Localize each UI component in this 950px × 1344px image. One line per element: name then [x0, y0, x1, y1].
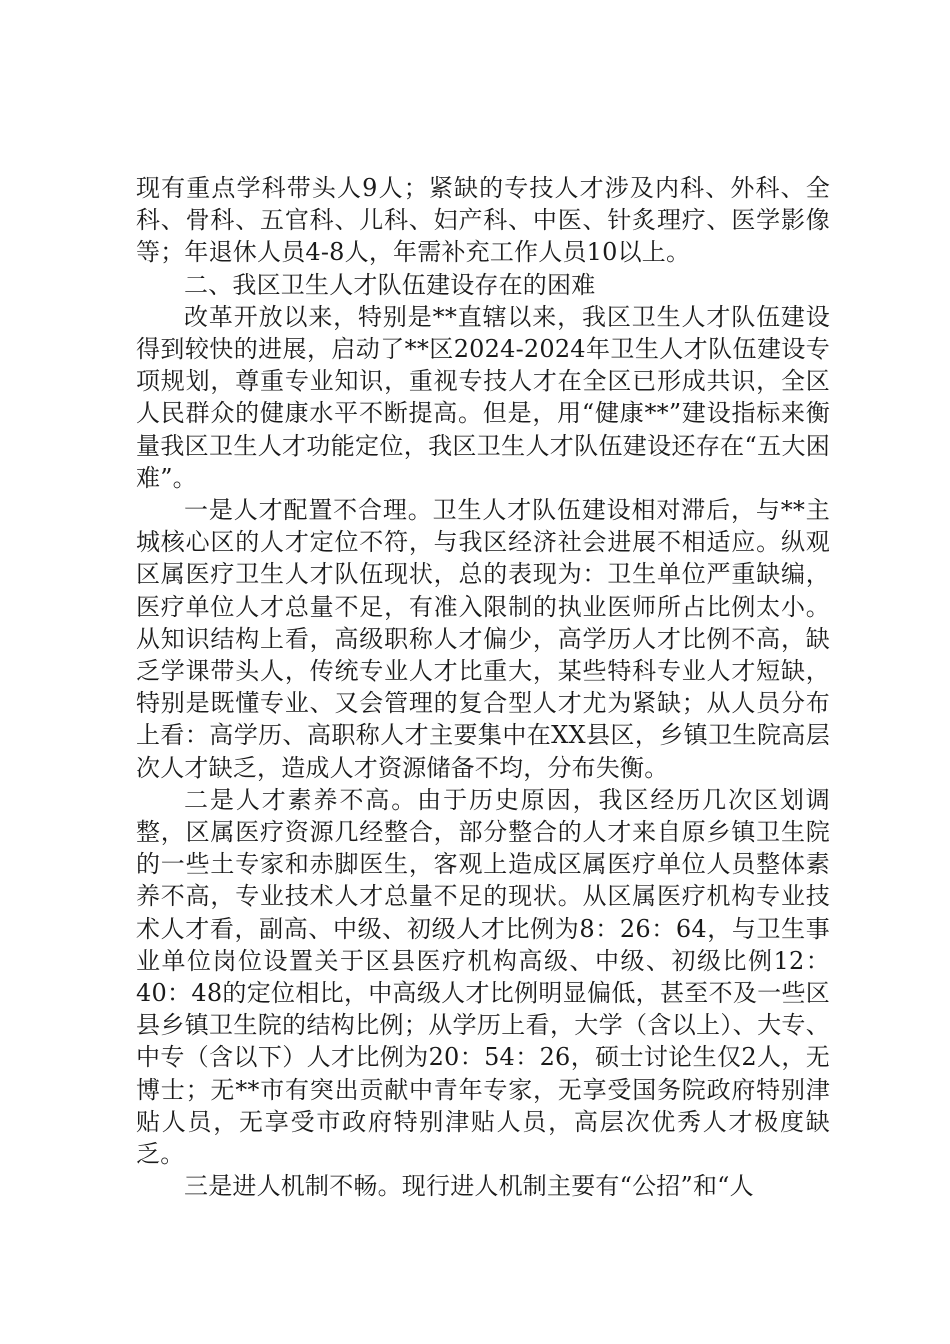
- paragraph-difficulty-one: 一是人才配置不合理。卫生人才队伍建设相对滞后，与**主城核心区的人才定位不符，与我区经济社会进展不相适应。纵观区属医疗卫生人才队伍现状，总的表现为：卫生单位严重缺编，医疗单位人才总量不足，有准入限制的执业医师所占比例太小。从知识结构上看，高级职称人才偏少，高学历人才比例不高，缺乏学课带头人，传统专业人才比重大，某些特科专业人才短缺，特别是既懂专业、又会管理的复合型人才尤为紧缺；从人员分布上看：高学历、高职称人才主要集中在XX县区，乡镇卫生院高层次人才缺乏，造成人才资源储备不均，分布失衡。: [136, 496, 830, 782]
- document-body: [136, 172, 830, 1203]
- paragraph-difficulty-three: 三是进人机制不畅。现行进人机制主要有“公招”和“人: [184, 1172, 754, 1201]
- section-heading: 二、我区卫生人才队伍建设存在的困难: [184, 270, 596, 299]
- paragraph-intro: 改革开放以来，特别是**直辖以来，我区卫生人才队伍建设得到较快的进展，启动了**区2024-2024年卫生人才队伍建设专项规划，尊重专业知识，重视专技人才在全区已形成共识，全区人民群众的健康水平不断提高。但是，用“健康**”建设指标来衡量我区卫生人才功能定位，我区卫生人才队伍建设还存在“五大困难”。: [136, 302, 830, 492]
- paragraph-difficulty-two: 二是人才素养不高。由于历史原因，我区经历几次区划调整，区属医疗资源几经整合，部分整合的人才来自原乡镇卫生院的一些土专家和赤脚医生，客观上造成区属医疗单位人员整体素养不高，专业技术人才总量不足的现状。从区属医疗机构专业技术人才看，副高、中级、初级人才比例为8：26：64，与卫生事业单位岗位设置关于区县医疗机构高级、中级、初级比例12：40：48的定位相比，中高级人才比例明显偏低，甚至不及一些区县乡镇卫生院的结构比例；从学历上看，大学（含以上）、大专、中专（含以下）人才比例为20：54：26，硕士讨论生仅2人，无博士；无**市有突出贡献中青年专家，无享受国务院政府特别津贴人员，无享受市政府特别津贴人员，高层次优秀人才极度缺乏。: [136, 785, 830, 1169]
- paragraph-continuation: 现有重点学科带头人9人；紧缺的专技人才涉及内科、外科、全科、骨科、五官科、儿科、妇产科、中医、针炙理疗、医学影像等；年退休人员4-8人，年需补充工作人员10以上。: [136, 174, 830, 267]
